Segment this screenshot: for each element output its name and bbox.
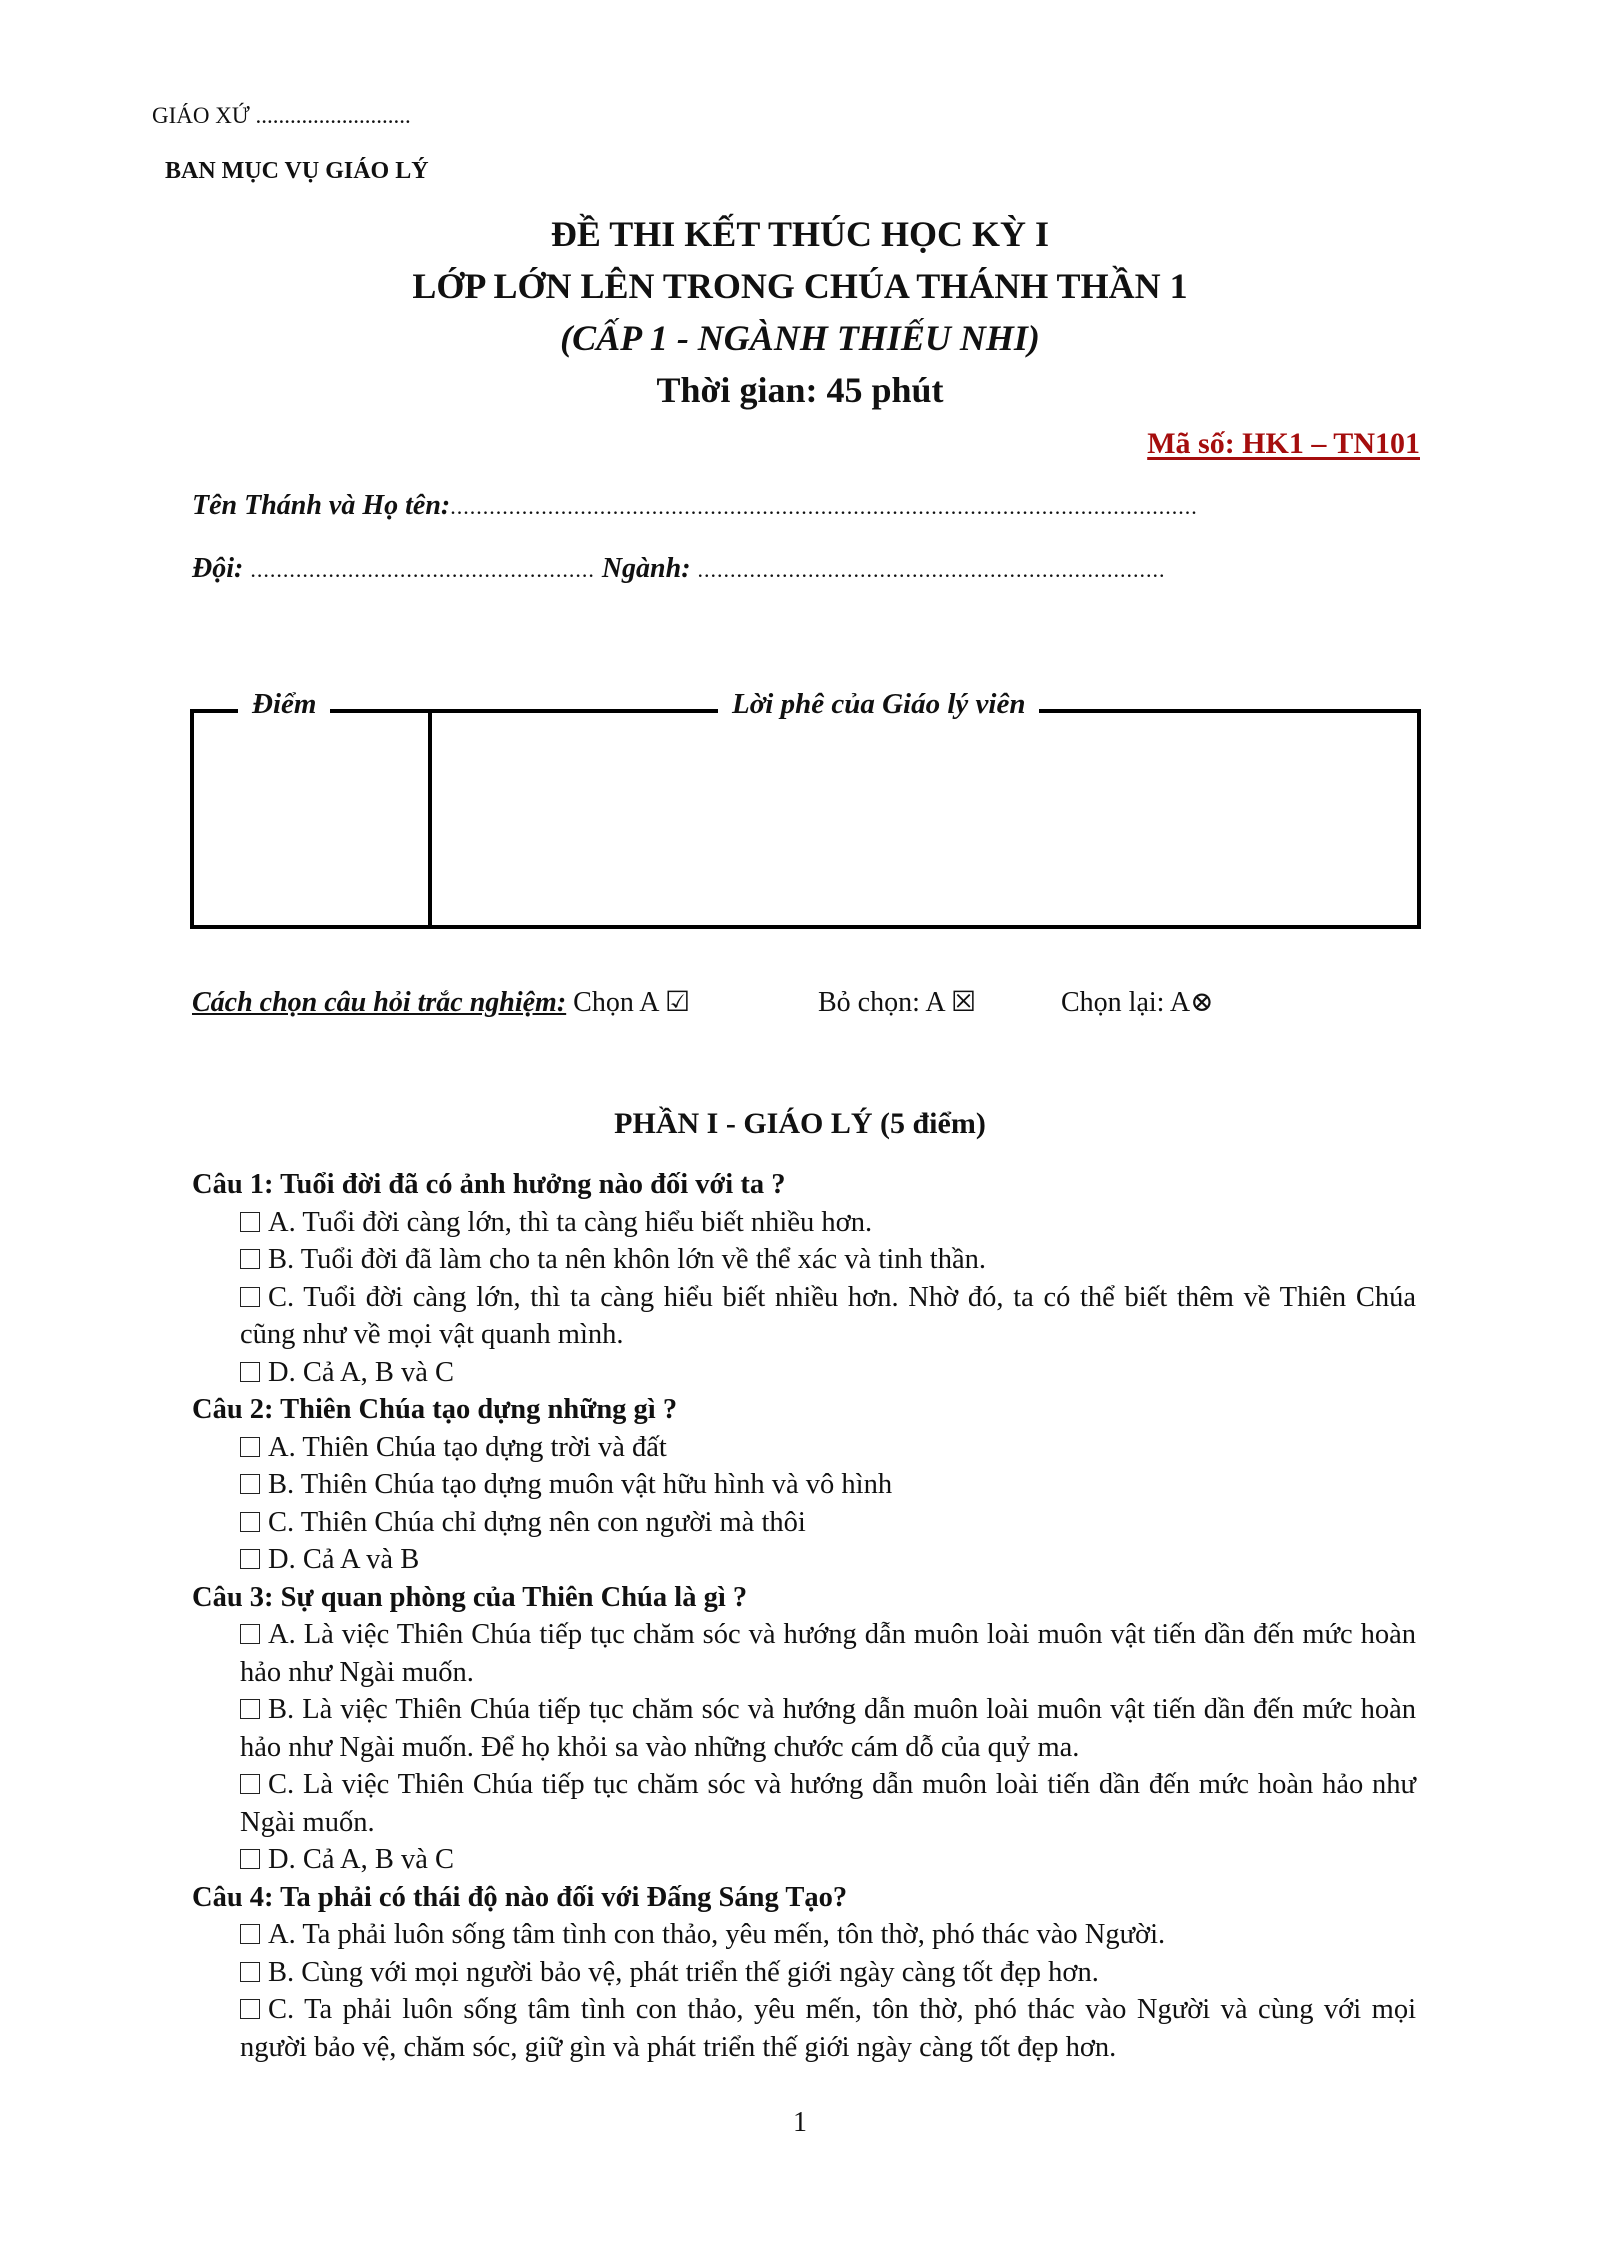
- option-3c[interactable]: C. Là việc Thiên Chúa tiếp tục chăm sóc và hướng dẫn muôn loài tiến dần đến mức hoàn hảo như Ngài muốn.: [240, 1769, 1416, 1838]
- question-4: [192, 1879, 1416, 2067]
- score-area[interactable]: [196, 720, 426, 923]
- parish-line: GIÁO XỨ ...........................: [152, 103, 411, 128]
- option-2a[interactable]: A. Thiên Chúa tạo dựng trời và đất: [192, 1429, 1416, 1467]
- branch-label: Ngành:: [601, 553, 691, 584]
- level-title: (CẤP 1 - NGÀNH THIẾU NHI): [560, 318, 1040, 358]
- question-title: Câu 4: Ta phải có thái độ nào đối với Đấng Sáng Tạo?: [192, 1881, 848, 1913]
- checkbox-icon[interactable]: [240, 1924, 260, 1944]
- question-2: [192, 1391, 1416, 1579]
- option-2b[interactable]: B. Thiên Chúa tạo dựng muôn vật hữu hình và vô hình: [192, 1466, 1416, 1504]
- checkbox-icon[interactable]: [240, 1512, 260, 1532]
- exam-code: Mã số: HK1 – TN101: [1147, 427, 1420, 460]
- checkbox-icon[interactable]: [240, 1212, 260, 1232]
- checkbox-icon[interactable]: [240, 1362, 260, 1382]
- question-3: [192, 1579, 1416, 1879]
- exam-title: ĐỀ THI KẾT THÚC HỌC KỲ I: [550, 214, 1050, 254]
- option-2c[interactable]: C. Thiên Chúa chỉ dựng nên con người mà thôi: [192, 1504, 1416, 1542]
- checkbox-icon[interactable]: [240, 1624, 260, 1644]
- name-field[interactable]: [192, 490, 1198, 522]
- team-label: Đội:: [192, 553, 244, 584]
- score-label: Điểm: [238, 688, 330, 721]
- board-name: BAN MỤC VỤ GIÁO LÝ: [165, 158, 429, 184]
- option-4c[interactable]: C. Ta phải luôn sống tâm tình con thảo, yêu mến, tôn thờ, phó thác vào Người và cùng với mọi người bảo vệ, chăm sóc, giữ gìn và phát triển thế giới ngày càng tốt đẹp hơn.: [240, 1994, 1416, 2063]
- box-right-border: [1417, 709, 1421, 929]
- question-title: Câu 1: Tuổi đời đã có ảnh hưởng nào đối với ta ?: [192, 1169, 786, 1200]
- box-left-border: [190, 709, 194, 929]
- checkbox-icon[interactable]: [240, 1699, 260, 1719]
- guide-choose: Chọn A ☑: [573, 987, 691, 1018]
- option-1a[interactable]: A. Tuổi đời càng lớn, thì ta càng hiểu biết nhiều hơn.: [192, 1204, 1416, 1242]
- checkbox-icon[interactable]: [240, 1249, 260, 1269]
- checkbox-icon[interactable]: [240, 1849, 260, 1869]
- option-3d[interactable]: D. Cả A, B và C: [192, 1841, 1416, 1879]
- time-title: Thời gian: 45 phút: [656, 370, 944, 410]
- option-2d[interactable]: D. Cả A và B: [192, 1541, 1416, 1579]
- option-1d[interactable]: D. Cả A, B và C: [192, 1354, 1416, 1392]
- page-number: 1: [793, 2107, 807, 2138]
- checkbox-icon[interactable]: [240, 1999, 260, 2019]
- option-4a[interactable]: A. Ta phải luôn sống tâm tình con thảo, yêu mến, tôn thờ, phó thác vào Người.: [192, 1916, 1416, 1954]
- question-title: Câu 2: Thiên Chúa tạo dựng những gì ?: [192, 1394, 678, 1425]
- guide-label: Cách chọn câu hỏi trắc nghiệm:: [192, 987, 567, 1018]
- class-title: LỚP LỚN LÊN TRONG CHÚA THÁNH THẦN 1: [412, 266, 1188, 306]
- name-dots: ...................................................................................................................: [450, 494, 1198, 519]
- guide-rechoose: Chọn lại: A⊗: [1061, 987, 1214, 1018]
- team-branch-field[interactable]: [192, 553, 1166, 585]
- checkbox-icon[interactable]: [240, 1549, 260, 1569]
- name-label: Tên Thánh và Họ tên:: [192, 490, 451, 521]
- comment-area[interactable]: [434, 720, 1415, 923]
- option-4b[interactable]: B. Cùng với mọi người bảo vệ, phát triển thế giới ngày càng tốt đẹp hơn.: [192, 1954, 1416, 1992]
- checkbox-icon[interactable]: [240, 1962, 260, 1982]
- branch-dots: ........................................................................: [697, 557, 1166, 582]
- question-1: [192, 1166, 1416, 1391]
- option-3a[interactable]: A. Là việc Thiên Chúa tiếp tục chăm sóc và hướng dẫn muôn loài muôn vật tiến dần đến mức hoàn hảo như Ngài muốn.: [240, 1619, 1416, 1688]
- team-dots: .....................................................: [250, 557, 595, 582]
- selection-guide: [192, 985, 690, 1019]
- checkbox-icon[interactable]: [240, 1437, 260, 1457]
- checkbox-icon[interactable]: [240, 1474, 260, 1494]
- checkbox-icon[interactable]: [240, 1774, 260, 1794]
- box-bottom-border: [190, 925, 1421, 929]
- comment-label: Lời phê của Giáo lý viên: [718, 688, 1039, 721]
- question-list: [192, 1166, 1416, 2066]
- section-title: PHẦN I - GIÁO LÝ (5 điểm): [614, 1107, 986, 1140]
- checkbox-icon[interactable]: [240, 1287, 260, 1307]
- option-3b[interactable]: B. Là việc Thiên Chúa tiếp tục chăm sóc và hướng dẫn muôn loài muôn vật tiến dần đến mức hoàn hảo như Ngài muốn. Để họ khỏi sa vào những chước cám dỗ của quỷ ma.: [240, 1694, 1416, 1763]
- option-1c[interactable]: C. Tuổi đời càng lớn, thì ta càng hiểu biết nhiều hơn. Nhờ đó, ta có thể biết thêm về Thiên Chúa cũng như về mọi vật quanh mình.: [240, 1281, 1416, 1350]
- question-title: Câu 3: Sự quan phòng của Thiên Chúa là gì ?: [192, 1581, 748, 1613]
- guide-unchoose: Bỏ chọn: A ☒: [818, 987, 977, 1018]
- box-divider: [428, 709, 432, 929]
- option-1b[interactable]: B. Tuổi đời đã làm cho ta nên khôn lớn về thể xác và tinh thần.: [192, 1241, 1416, 1279]
